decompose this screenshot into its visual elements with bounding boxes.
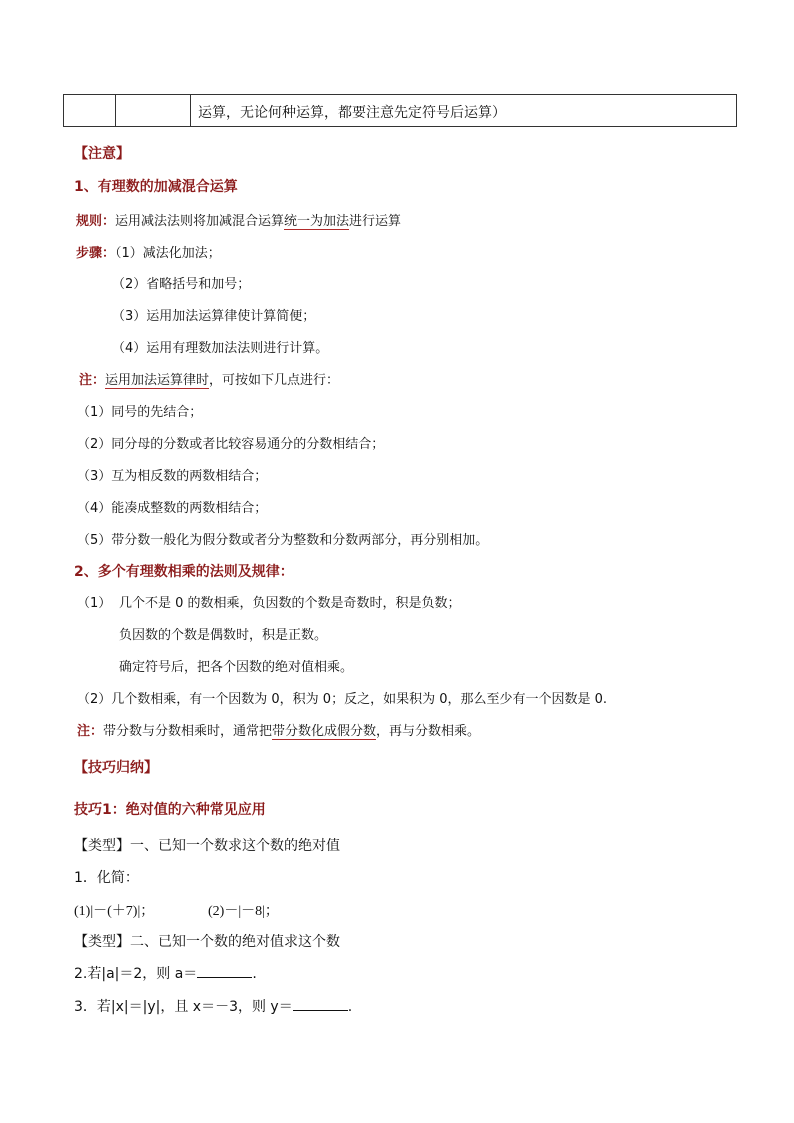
mult-rule-num: （1） bbox=[77, 596, 112, 611]
note-underlined: 带分数化成假分数 bbox=[272, 724, 377, 739]
table-divider bbox=[115, 95, 116, 126]
table-divider bbox=[190, 95, 191, 126]
point-1: （1）同号的先结合； bbox=[77, 405, 203, 420]
steps-label: 步骤： bbox=[76, 246, 116, 261]
step-2: （2）省略括号和加号； bbox=[112, 277, 251, 292]
rule-line bbox=[76, 210, 401, 229]
question-1-part-a: (1)|－(＋7)|； bbox=[74, 904, 155, 919]
note-label: 注： bbox=[79, 373, 106, 388]
note-header: 【注意】 bbox=[74, 146, 130, 162]
question-3: 3．若|x|＝|y|，且 x＝－3，则 y＝ . bbox=[74, 996, 352, 1016]
point-2: （2）同分母的分数或者比较容易通分的分数相结合； bbox=[77, 437, 385, 452]
question-1-label: 1．化简： bbox=[74, 870, 139, 886]
rule-text-end: 进行运算 bbox=[349, 214, 402, 229]
skills-header: 【技巧归纳】 bbox=[74, 760, 158, 776]
mult-rule-line-2: 负因数的个数是偶数时，积是正数。 bbox=[119, 628, 328, 643]
sec1-note: 注：运用加法运算律时，可按如下几点进行： bbox=[79, 373, 340, 388]
section-1-title: 1、有理数的加减混合运算 bbox=[74, 179, 238, 195]
type-1-heading: 【类型】一、已知一个数求这个数的绝对值 bbox=[74, 838, 340, 854]
step-4: （4）运用有理数加法法则进行计算。 bbox=[112, 341, 329, 356]
point-3: （3）互为相反数的两数相结合； bbox=[77, 469, 268, 484]
sec2-note: 注：带分数与分数相乘时，通常把带分数化成假分数，再与分数相乘。 bbox=[77, 724, 481, 739]
skill-1-title: 技巧1：绝对值的六种常见应用 bbox=[74, 802, 266, 818]
mult-rule-line-1: 几个不是 0 的数相乘，负因数的个数是奇数时，积是负数； bbox=[119, 596, 461, 611]
mult-rule-line-3: 确定符号后，把各个因数的绝对值相乘。 bbox=[119, 660, 354, 675]
mult-rule-2: （2）几个数相乘，有一个因数为 0，积为 0；反之，如果积为 0，那么至少有一个因数是 0. bbox=[77, 692, 608, 707]
table-cell: 运算，无论何种运算，都要注意先定符号后运算） bbox=[198, 105, 506, 121]
rule-underlined: 统一为加法 bbox=[284, 214, 350, 229]
type-2-heading: 【类型】二、已知一个数的绝对值求这个数 bbox=[74, 934, 340, 950]
section-2-title: 2、多个有理数相乘的法则及规律： bbox=[74, 564, 294, 580]
question-2: 2.若|a|＝2，则 a＝ . bbox=[74, 963, 257, 983]
step-1: 步骤：（1）减法化加法； bbox=[76, 246, 221, 261]
rule-text: 运用减法法则将加减混合运算 bbox=[115, 214, 285, 229]
table bbox=[63, 94, 737, 127]
step-3: （3）运用加法运算律使计算简便； bbox=[112, 309, 316, 324]
question-1-part-b: (2)－|－8|； bbox=[208, 904, 279, 919]
point-4: （4）能凑成整数的两数相结合； bbox=[77, 501, 268, 516]
answer-blank[interactable] bbox=[197, 963, 252, 978]
answer-blank[interactable] bbox=[293, 996, 348, 1011]
rule-label: 规则： bbox=[76, 214, 116, 229]
note-underlined: 运用加法运算律时 bbox=[105, 373, 210, 388]
point-5: （5）带分数一般化为假分数或者分为整数和分数两部分，再分别相加。 bbox=[77, 533, 489, 548]
note-label: 注： bbox=[77, 724, 104, 739]
